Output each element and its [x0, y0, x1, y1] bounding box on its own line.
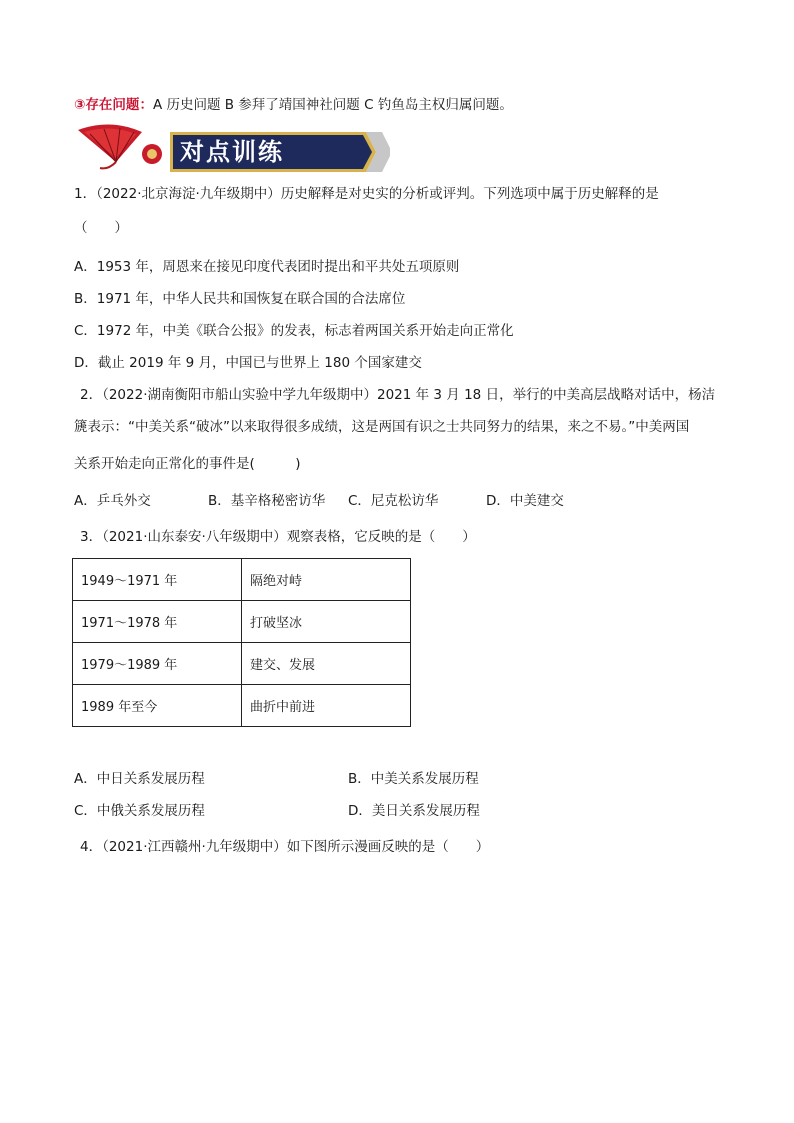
- q4-stem: 4．（2021·江西赣州·九年级期中）如下图所示漫画反映的是（ ）: [80, 839, 490, 855]
- table-cell-period: 1971～1978 年: [73, 601, 242, 643]
- intro-text: A 历史问题 B 参拜了靖国神社问题 C 钓鱼岛主权归属问题。: [152, 97, 513, 113]
- q2-option-a: A．乒乓外交: [74, 493, 151, 509]
- intro-colon: ：: [139, 97, 153, 113]
- q1-option-a: A．1953 年，周恩来在接见印度代表团时提出和平共处五项原则: [74, 259, 460, 275]
- table-cell-period: 1989 年至今: [73, 685, 242, 727]
- q2-stem-line1: 2．（2022·湖南衡阳市船山实验中学九年级期中）2021 年 3 月 18 日，举行的中美高层战略对话中，杨洁: [80, 387, 716, 403]
- intro-marker: ③: [74, 97, 86, 113]
- table-cell-status: 隔绝对峙: [242, 559, 411, 601]
- q2-option-c: C．尼克松访华: [348, 493, 439, 509]
- q3-option-d: D．美日关系发展历程: [348, 803, 480, 819]
- q1-stem: 1．（2022·北京海淀·九年级期中）历史解释是对史实的分析或评判。下列选项中属于历史解释的是: [74, 186, 659, 202]
- q2-stem-line3: 关系开始走向正常化的事件是( ): [74, 456, 301, 472]
- table-row: [73, 643, 411, 685]
- q2-option-b: B．基辛格秘密访华: [208, 493, 326, 509]
- table-cell-status: 曲折中前进: [242, 685, 411, 727]
- q3-option-b: B．中美关系发展历程: [348, 771, 479, 787]
- section-banner: [70, 122, 390, 176]
- banner-title: 对点训练: [180, 137, 284, 166]
- table-row: [73, 559, 411, 601]
- intro-line: [74, 96, 513, 114]
- table-cell-status: 打破坚冰: [242, 601, 411, 643]
- table-row: [73, 685, 411, 727]
- fan-icon: [78, 124, 162, 168]
- q2-stem-line2: 篪表示：“中美关系“破冰”以来取得很多成绩，这是两国有识之士共同努力的结果，来之不易。”中美两国: [74, 419, 690, 435]
- q2-option-d: D．中美建交: [486, 493, 564, 509]
- q3-stem: 3．（2021·山东泰安·八年级期中）观察表格，它反映的是（ ）: [80, 529, 476, 545]
- q1-option-c: C．1972 年，中美《联合公报》的发表，标志着两国关系开始走向正常化: [74, 323, 514, 339]
- q3-table: [72, 558, 411, 727]
- table-cell-period: 1979～1989 年: [73, 643, 242, 685]
- q1-option-b: B．1971 年，中华人民共和国恢复在联合国的合法席位: [74, 291, 406, 307]
- table-cell-period: 1949～1971 年: [73, 559, 242, 601]
- intro-label: 存在问题: [85, 97, 140, 113]
- q3-option-a: A．中日关系发展历程: [74, 771, 205, 787]
- q1-paren: （ ）: [74, 220, 128, 236]
- q3-option-c: C．中俄关系发展历程: [74, 803, 205, 819]
- table-cell-status: 建交、发展: [242, 643, 411, 685]
- table-row: [73, 601, 411, 643]
- q1-option-d: D．截止 2019 年 9 月，中国已与世界上 180 个国家建交: [74, 355, 422, 371]
